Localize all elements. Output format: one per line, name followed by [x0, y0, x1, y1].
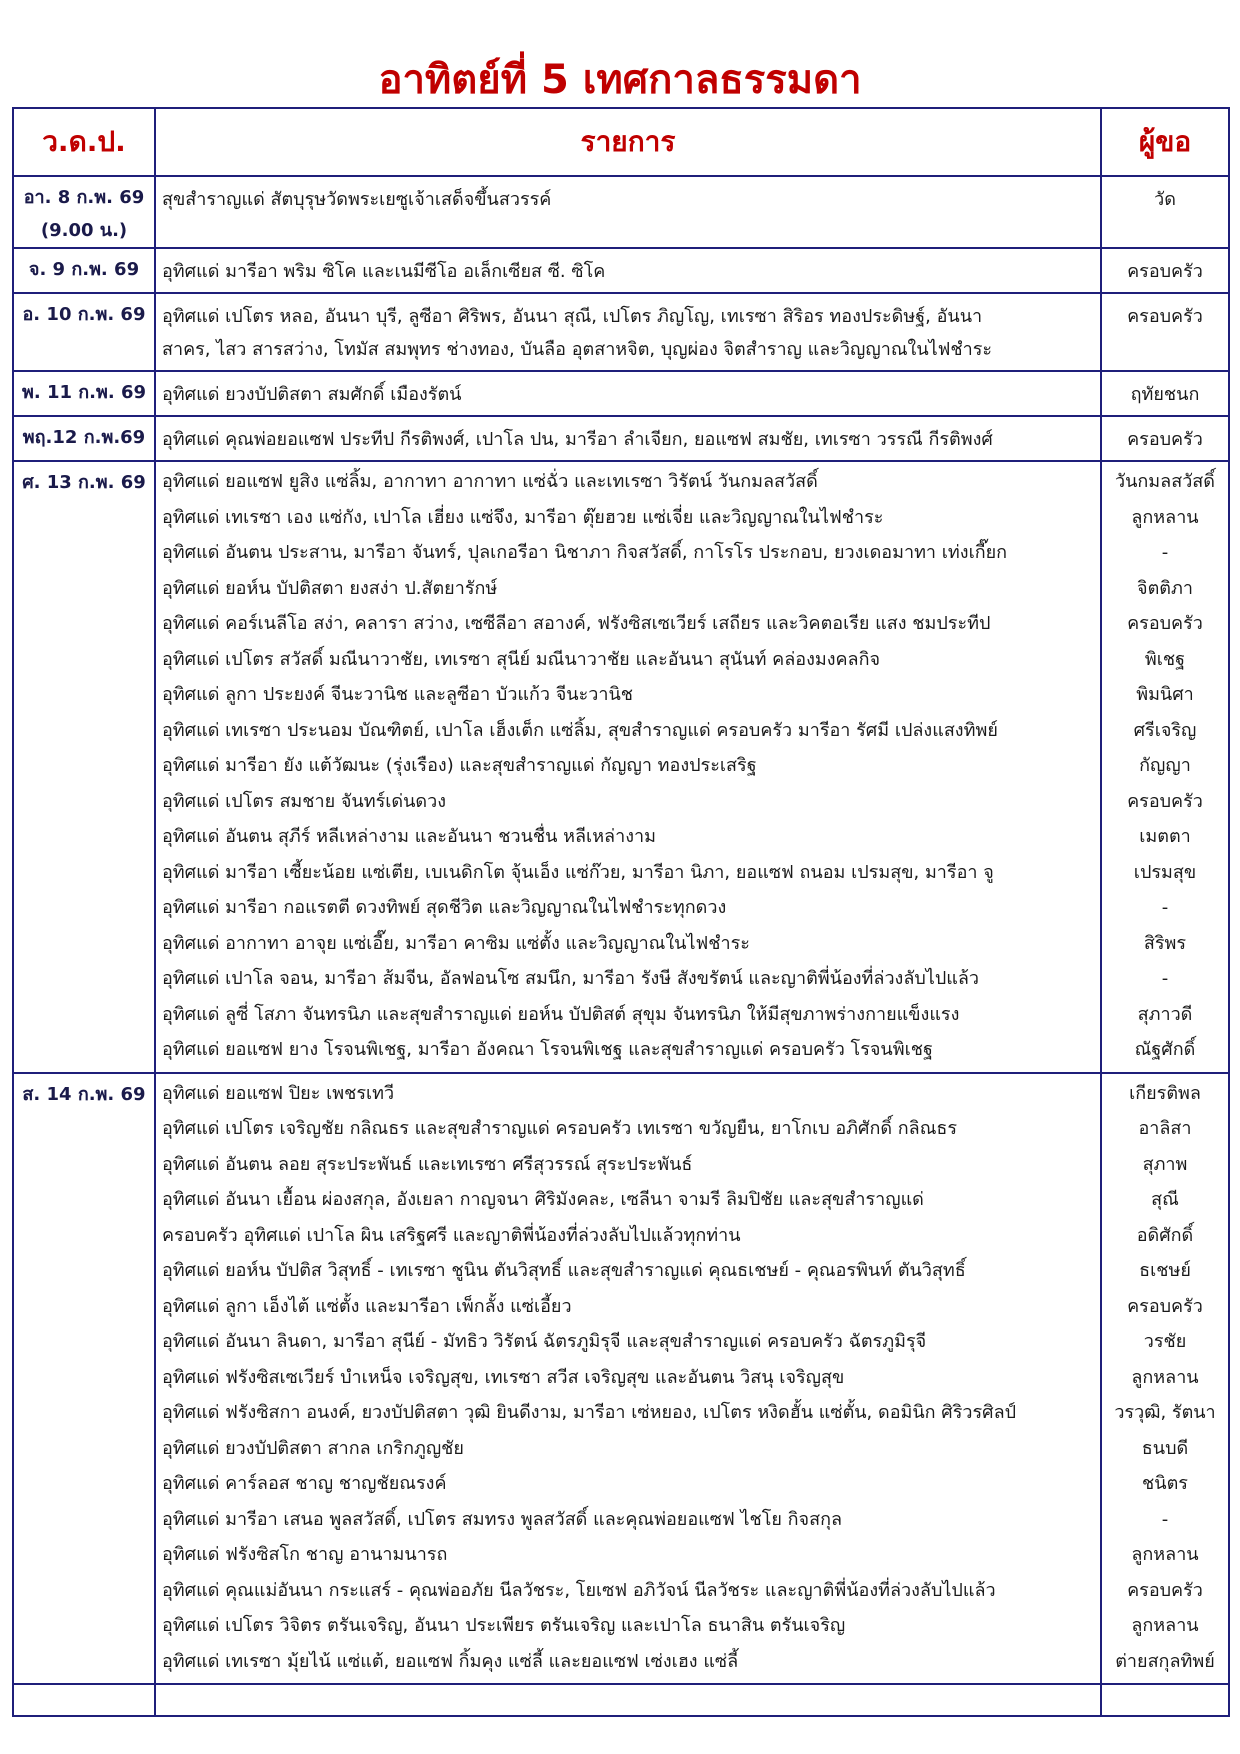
- intention-line: สุขสำราญแด่ สัตบุรุษวัดพระเยซูเจ้าเสด็จขึ้นสวรรค์: [162, 189, 552, 210]
- row-requesters: [1101, 176, 1229, 248]
- requester-name: ครอบครัว: [1127, 613, 1203, 634]
- intention-line: อุทิศแด่ มารีอา กอแรตตี ดวงทิพย์ สุดชีวิต และวิญญาณในไฟชำระทุกดวง: [162, 897, 727, 918]
- row-requesters: [1101, 248, 1229, 293]
- intention-line: อุทิศแด่ คุณแม่อันนา กระแสร์ - คุณพ่ออภัย นีลวัชระ, โยเซฟ อภิวัจน์ นีลวัชระ และญาติพี่น้องที่ล่วงลับไปแล้ว: [162, 1579, 996, 1601]
- header-items: รายการ: [155, 108, 1101, 176]
- intention-line: อุทิศแด่ อันตน ลอย สุระประพันธ์ และเทเรซา ศรีสุวรรณ์ สุระประพันธ์: [162, 1153, 693, 1175]
- table-row: [13, 293, 1229, 371]
- intention-line: อุทิศแด่ ฟรังซิสเซเวียร์ บำเหน็จ เจริญสุข, เทเรซา สวีส เจริญสุข และอันตน วิสนุ เจริญสุข: [162, 1366, 845, 1388]
- table-row: [13, 371, 1229, 416]
- empty-cell: [155, 1684, 1101, 1716]
- row-intentions: [155, 461, 1101, 1073]
- row-date-text: พ. 11 ก.พ. 69: [21, 382, 147, 403]
- header-date: ว.ด.ป.: [13, 108, 155, 176]
- row-date-text: จ. 9 ก.พ. 69: [28, 259, 140, 280]
- intention-line: อุทิศแด่ อันตน ประสาน, มารีอา จันทร์, ปุลเกอรีอา นิชาภา กิจสวัสดิ์, กาโรโร ประกอบ, ยวงเดอมาทา เท่งเกี๊ยก: [162, 542, 1008, 563]
- intention-line: อุทิศแด่ เปโตร สมชาย จันทร์เด่นดวง: [162, 790, 447, 812]
- row-date: [13, 176, 155, 248]
- requester-name: เกียรติพล: [1129, 1082, 1201, 1104]
- intention-line: อุทิศแด่ อันตน สุภีร์ หลีเหล่างาม และอันนา ชวนชื่น หลีเหล่างาม: [162, 826, 656, 847]
- requester-name: วรชัย: [1143, 1331, 1187, 1352]
- table-row: [13, 176, 1229, 248]
- row-date: [13, 248, 155, 293]
- row-requesters: [1101, 416, 1229, 461]
- intention-line: อุทิศแด่ เปาโล จอน, มารีอา ส้มจีน, อัลฟอนโซ สมนึก, มารีอา รังษี สังขรัตน์ และญาติพี่น้องที่ล่วงลับไปแล้ว: [162, 968, 980, 989]
- requester-name: กัญญา: [1139, 755, 1191, 776]
- page-title: อาทิตย์ที่ 5 เทศกาลธรรมดา: [378, 57, 862, 103]
- intention-line: อุทิศแด่ ยวงบัปติสตา สากล เกริกภูญชัย: [162, 1437, 464, 1459]
- row-intentions: [155, 293, 1101, 371]
- requester-name: ลูกหลาน: [1131, 1366, 1199, 1388]
- row-date-time: (9.00 น.): [40, 220, 128, 241]
- row-requesters: [1101, 371, 1229, 416]
- row-intentions: [155, 371, 1101, 416]
- requester-name: วรวุฒิ, รัตนา: [1114, 1402, 1216, 1423]
- requester-name: อาลิสา: [1138, 1118, 1192, 1139]
- intention-line: อุทิศแด่ มารีอา พริม ซิโค และเนมีซีโอ อเล็กเซียส ซี. ซิโค: [162, 261, 606, 282]
- intention-line: อุทิศแด่ ยวงบัปติสตา สมศักดิ์ เมืองรัตน์: [162, 384, 462, 405]
- requester-name: เปรมสุข: [1133, 861, 1197, 883]
- table-row: [13, 1073, 1229, 1685]
- requester-name: ธนบดี: [1141, 1437, 1189, 1459]
- row-intentions: [155, 416, 1101, 461]
- requester-name: ฤทัยชนก: [1130, 384, 1200, 405]
- intention-line: อุทิศแด่ มารีอา เสนอ พูลสวัสดิ์, เปโตร สมทรง พูลสวัสดิ์ และคุณพ่อยอแซฟ ไชโย กิจสกุล: [162, 1508, 843, 1530]
- intention-line: อุทิศแด่ ยอแซฟ ยาง โรจนพิเชฐ, มารีอา อังคณา โรจนพิเชฐ และสุขสำราญแด่ ครอบครัว โรจนพิเชฐ: [162, 1039, 933, 1060]
- intention-line: อุทิศแด่ ลูกา เอ็งไต้ แซ่ตั้ง และมารีอา เพ็กลั้ง แซ่เอี้ยว: [162, 1295, 572, 1317]
- row-requesters: [1101, 1073, 1229, 1685]
- mass-intention-table: [12, 107, 1230, 1717]
- requester-name: พิเชฐ: [1144, 648, 1186, 670]
- empty-cell: [1101, 1684, 1229, 1716]
- table-row: [13, 461, 1229, 1073]
- requester-name: ครอบครัว: [1127, 1579, 1203, 1601]
- requester-name: เมตตา: [1139, 826, 1191, 847]
- row-requesters: [1101, 461, 1229, 1073]
- intention-line: สาคร, ไสว สารสว่าง, โทมัส สมพุทร ช่างทอง, บันลือ อุตสาหจิต, บุญผ่อง จิตสำราญ และวิญญาณในไฟชำระ: [162, 339, 993, 360]
- requester-name: ณัฐศักดิ์: [1134, 1039, 1196, 1060]
- requester-name: ครอบครัว: [1127, 306, 1203, 327]
- requester-name: จิตติภา: [1137, 577, 1193, 599]
- intention-line: อุทิศแด่ ฟรังซิสโก ชาญ อานามนารถ: [162, 1544, 448, 1565]
- intention-line: อุทิศแด่ คาร์ลอส ชาญ ชาญชัยณรงค์: [162, 1473, 447, 1494]
- requester-name: ครอบครัว: [1127, 790, 1203, 812]
- intention-line: อุทิศแด่ ฟรังซิสกา อนงค์, ยวงบัปติสตา วุฒิ ยินดีงาม, มารีอา เซ่หยอง, เปโตร หงิดฮั้น แซ่ตั้น, ดอมินิก ศิริวรศิลป์: [162, 1402, 1017, 1423]
- requester-name: ลูกหลาน: [1131, 506, 1199, 528]
- table-row-empty: [13, 1684, 1229, 1716]
- row-intentions: [155, 1073, 1101, 1685]
- row-date-text: อ. 10 ก.พ. 69: [22, 304, 146, 325]
- requester-name: -: [1161, 968, 1169, 989]
- row-date-text: ศ. 13 ก.พ. 69: [22, 472, 146, 493]
- requester-name: ศรีเจริญ: [1133, 719, 1197, 741]
- row-date: [13, 293, 155, 371]
- requester-name: วันกมลสวัสดิ์: [1115, 471, 1215, 492]
- empty-cell: [13, 1684, 155, 1716]
- requester-name: ลูกหลาน: [1131, 1615, 1199, 1636]
- table-header-row: [13, 108, 1229, 176]
- row-date: [13, 461, 155, 1073]
- intention-line: อุทิศแด่ เปโตร หลอ, อันนา บุรี, ลูซีอา ศิริพร, อันนา สุณี, เปโตร ภิญโญ, เทเรซา สิริอร ทองประดิษฐ์, อันนา: [162, 306, 983, 327]
- row-date-text: อา. 8 ก.พ. 69: [23, 187, 145, 208]
- requester-name: ครอบครัว: [1127, 429, 1203, 450]
- intention-line: อุทิศแด่ ลูซี่ โสภา จันทรนิภ และสุขสำราญแด่ ยอห์น บัปติสต์ สุขุม จันทรนิภ ให้มีสุขภาพร่างกายแข็งแรง: [162, 1003, 960, 1025]
- requester-name: สุภาวดี: [1137, 1003, 1193, 1025]
- intention-line: อุทิศแด่ อากาทา อาจุย แซ่เอี๊ย, มารีอา คาซิม แซ่ตั้ง และวิญญาณในไฟชำระ: [162, 932, 750, 954]
- requester-name: ชนิตร: [1142, 1473, 1188, 1494]
- row-requesters: [1101, 293, 1229, 371]
- intention-line: อุทิศแด่ เปโตร เจริญชัย กลิณธร และสุขสำราญแด่ ครอบครัว เทเรซา ขวัญยืน, ยาโกเบ อภิศักดิ์ กลิณธร: [162, 1118, 958, 1139]
- requester-name: ต่ายสกุลทิพย์: [1115, 1650, 1215, 1672]
- intention-line: อุทิศแด่ อันนา ลินดา, มารีอา สุนีย์ - มัทธิว วิรัตน์ ฉัตรภูมิรุจี และสุขสำราญแด่ ครอบครัว ฉัตรภูมิรุจี: [162, 1331, 927, 1352]
- row-date: [13, 371, 155, 416]
- intention-line: อุทิศแด่ ยอห์น บัปติสตา ยงสง่า ป.สัตยารักษ์: [162, 577, 498, 599]
- requester-name: -: [1161, 1508, 1169, 1530]
- table-row: [13, 416, 1229, 461]
- requester-name: สุณี: [1151, 1189, 1179, 1210]
- row-date: [13, 416, 155, 461]
- intention-line: อุทิศแด่ เทเรซา มุ้ยไน้ แซ่แต้, ยอแซฟ กิ้มคุง แซ่ลี้ และยอแซฟ เซ่งเฮง แซ่ลี้: [162, 1650, 739, 1672]
- header-requester: ผู้ขอ: [1101, 108, 1229, 176]
- row-intentions: [155, 248, 1101, 293]
- intention-line: อุทิศแด่ เปโตร วิจิตร ตรันเจริญ, อันนา ประเพียร ตรันเจริญ และเปาโล ธนาสิน ตรันเจริญ: [162, 1615, 846, 1636]
- requester-name: สุภาพ: [1142, 1153, 1188, 1175]
- intention-line: อุทิศแด่ เทเรซา เอง แซ่กัง, เปาโล เฮี่ยง แซ่จึง, มารีอา ตุ๊ยฮวย แซ่เจี่ย และวิญญาณในไฟชำระ: [162, 506, 884, 528]
- table-body: [13, 176, 1229, 1716]
- intention-line: อุทิศแด่ ยอแซฟ ยูสิง แซ่ลิ้ม, อากาทา อากาทา แซ่ฉั่ว และเทเรซา วิรัตน์ วันกมลสวัสดิ์: [162, 471, 818, 492]
- intention-line: อุทิศแด่ ยอแซฟ ปิยะ เพชรเทวี: [162, 1082, 395, 1104]
- intention-line: อุทิศแด่ อันนา เยื้อน ผ่องสกุล, อังเยลา กาญจนา ศิริมังคละ, เซลีนา จามรี ลิมปิชัย และสุขสำราญแด่: [162, 1189, 924, 1210]
- requester-name: สิริพร: [1143, 932, 1187, 954]
- requester-name: ครอบครัว: [1127, 261, 1203, 282]
- row-date-text: ส. 14 ก.พ. 69: [22, 1083, 146, 1105]
- row-date-text: พฤ.12 ก.พ.69: [22, 427, 146, 448]
- requester-name: -: [1161, 897, 1169, 918]
- requester-name: พิมนิศา: [1136, 684, 1194, 705]
- intention-line: ครอบครัว อุทิศแด่ เปาโล ผิน เสริฐศรี และญาติพี่น้องที่ล่วงลับไปแล้วทุกท่าน: [162, 1224, 741, 1246]
- intention-line: อุทิศแด่ ลูกา ประยงค์ จีนะวานิช และลูซีอา บัวแก้ว จีนะวานิช: [162, 684, 634, 705]
- requester-name: ธเชษย์: [1139, 1260, 1191, 1281]
- requester-name: -: [1161, 542, 1169, 563]
- requester-name: วัด: [1154, 189, 1176, 210]
- intention-line: อุทิศแด่ เทเรซา ประนอม บัณฑิตย์, เปาโล เฮ็งเต็ก แซ่ลิ้ม, สุขสำราญแด่ ครอบครัว มารีอา รัศมี เปล่งแสงทิพย์: [162, 719, 998, 741]
- row-intentions: [155, 176, 1101, 248]
- intention-line: อุทิศแด่ ยอห์น บัปติส วิสุทธิ์ - เทเรซา ชูนิน ตันวิสุทธิ์ และสุขสำราญแด่ คุณธเชษย์ - คุณอรพินท์ ตันวิสุทธิ์: [162, 1260, 966, 1281]
- table-row: [13, 248, 1229, 293]
- requester-name: อดิศักดิ์: [1136, 1224, 1194, 1246]
- intention-line: อุทิศแด่ มารีอา เซี้ยะน้อย แซ่เตีย, เบเนดิกโต จุ้นเอ็ง แซ่ก๊วย, มารีอา นิภา, ยอแซฟ ถนอม เปรมสุข, มารีอา จู: [162, 861, 994, 883]
- intention-line: อุทิศแด่ เปโตร สวัสดิ์ มณีนาวาชัย, เทเรซา สุนีย์ มณีนาวาชัย และอันนา สุนันท์ คล่องมงคลกิจ: [162, 648, 881, 670]
- intention-line: อุทิศแด่ คุณพ่อยอแซฟ ประทีป กีรติพงศ์, เปาโล ปน, มารีอา ลำเจียก, ยอแซฟ สมชัย, เทเรซา วรรณี กีรติพงศ์: [162, 429, 993, 450]
- row-date: [13, 1073, 155, 1685]
- requester-name: ครอบครัว: [1127, 1295, 1203, 1317]
- requester-name: ลูกหลาน: [1131, 1544, 1199, 1565]
- intention-line: อุทิศแด่ มารีอา ยัง แต้วัฒนะ (รุ่งเรือง) และสุขสำราญแด่ กัญญา ทองประเสริฐ: [162, 755, 757, 776]
- intention-line: อุทิศแด่ คอร์เนลีโอ สง่า, คลารา สว่าง, เซซีลีอา สอางค์, ฟรังซิสเซเวียร์ เสถียร และวิคตอเรีย แสง ชมประทีป: [162, 613, 991, 634]
